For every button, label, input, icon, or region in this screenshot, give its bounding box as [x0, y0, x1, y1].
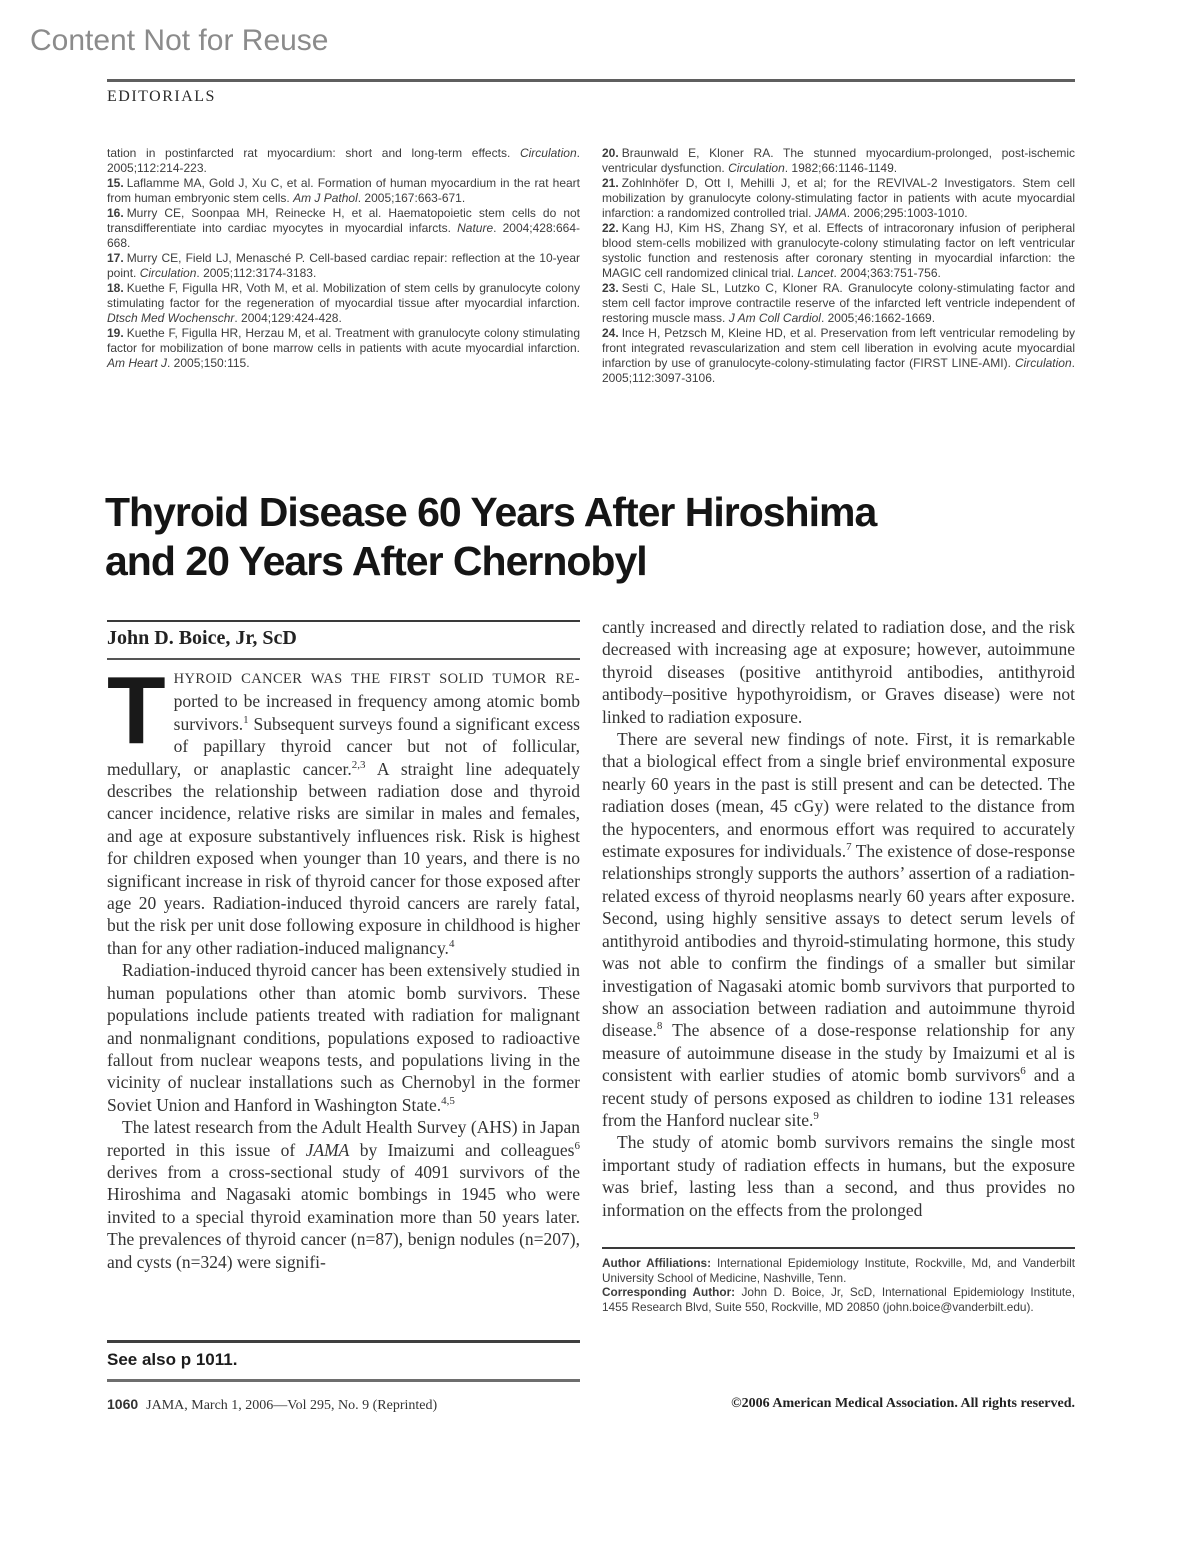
header-divider	[107, 79, 1075, 82]
author-affiliations	[602, 1247, 1075, 1314]
reference-item: 24. Ince H, Petzsch M, Kleine HD, et al. Preservation from left ventricular remodeling by front integrated revascularization and stem cell liberation in evolving acute myocardial infarction by use of granulocyte-colony-stimulating factor (FIRST LINE-AMI). Circulation. 2005;112:3097-3106.	[602, 326, 1075, 385]
paragraph: There are several new findings of note. First, it is remarkable that a biological effect from a single brief environmental exposure nearly 60 years in the past is still present and can be detected. The radiation doses (mean, 45 cGy) were related to the distance from the hypocenters, and enormous effort was required to accurately estimate exposures for individuals.$^7$ The existence of dose-response relationships strongly supports the authors’ assertion of a radiation-related excess of thyroid neoplasms nearly 60 years after exposure. Second, using highly sensitive assays to detect serum levels of antithyroid antibodies and thyroid-stimulating hormone, this study was not able to confirm the findings of a smaller but similar investigation of Nagasaki atomic bomb survivors that purported to show an association between radiation and autoimmune thyroid disease.$^8$ The absence of a dose-response relationship for any measure of autoimmune disease in the study by Imaizumi et al is consistent with earlier studies of atomic bomb survivors$^6$ and a recent study of persons exposed as children to iodine 131 releases from the Hanford nuclear site.$^9$	[602, 729, 1075, 1130]
article-title	[105, 488, 876, 586]
references-right	[602, 146, 1075, 386]
reference-item: 23. Sesti C, Hale SL, Lutzko C, Kloner RA. Granulocyte colony-stimulating factor and stem cell factor improve contractile reserve of the infarcted left ventricle independent of restoring muscle mass. J Am Coll Cardiol. 2005;46:1662-1669.	[602, 281, 1075, 325]
footer-journal-info: 1060 JAMA, March 1, 2006—Vol 295, No. 9 (Reprinted)	[107, 1396, 438, 1413]
references-left	[107, 146, 580, 386]
see-also-box: See also p 1011.	[107, 1340, 580, 1382]
article-column-left	[107, 657, 581, 1273]
reference-item: 20. Braunwald E, Kloner RA. The stunned myocardium-prolonged, post-ischemic ventricular dysfunction. Circulation. 1982;66:1146-1149.	[602, 146, 1075, 175]
reference-item: tation in postinfarcted rat myocardium: short and long-term effects. Circulation. 2005;112:214-223.	[107, 146, 580, 175]
watermark-text: Content Not for Reuse	[30, 24, 329, 57]
reference-section	[107, 146, 1075, 386]
article-title-line1: Thyroid Disease 60 Years After Hiroshima	[105, 489, 877, 535]
footer-copyright: ©2006 American Medical Association. All rights reserved.	[731, 1396, 1075, 1411]
reference-item: 15. Laflamme MA, Gold J, Xu C, et al. Formation of human myocardium in the rat heart from human embryonic stem cells. Am J Pathol. 2005;167:663-671.	[107, 176, 580, 205]
author-name: John D. Boice, Jr, ScD	[107, 627, 297, 649]
paragraph: The study of atomic bomb survivors remains the single most important study of radiation effects in humans, but the exposure was brief, lasting less than a second, and thus provides no information on the effects from the prolonged	[602, 1132, 1075, 1220]
reference-item: 21. Zohlnhöfer D, Ott I, Mehilli J, et al; for the REVIVAL-2 Investigators. Stem cell mobilization by granulocyte colony-stimulating factor in patients with acute myocardial infarction: a randomized controlled trial. JAMA. 2006;295:1003-1010.	[602, 176, 1075, 220]
corresponding-author-line: Corresponding Author: John D. Boice, Jr, ScD, International Epidemiology Institute, 1455 Research Blvd, Suite 550, Rockville, MD 20850 (john.boice@vanderbilt.edu).	[602, 1285, 1075, 1314]
section-label: EDITORIALS	[107, 88, 216, 105]
article-title-line2: and 20 Years After Chernobyl	[105, 538, 647, 584]
reference-item: 18. Kuethe F, Figulla HR, Voth M, et al. Mobilization of stem cells by granulocyte colony stimulating factor for the regeneration of myocardial tissue after myocardial infarction. Dtsch Med Wochenschr. 2004;129:424-428.	[107, 281, 580, 325]
paragraph: THYROID CANCER WAS THE FIRST SOLID TUMOR RE-ported to be increased in frequency among atomic bomb survivors.$^1$ Subsequent surveys found a significant excess of papillary thyroid cancer but not of follicular, medullary, or anaplastic cancer.$^{2,3}$ A straight line adequately describes the relationship between radiation dose and thyroid cancer incidence, relative risks are similar in males and females, and age at exposure substantively influences risk. Risk is highest for children exposed when younger than 10 years, and there is no significant increase in risk of thyroid cancer for those exposed after age 20 years. Radiation-induced thyroid cancers are rarely fatal, but the risk per unit dose following exposure in childhood is higher than for any other radiation-induced malignancy.$^4$	[107, 657, 581, 958]
affiliations-line: Author Affiliations: International Epidemiology Institute, Rockville, Md, and Vanderbilt University School of Medicine, Nashville, Tenn.	[602, 1255, 1075, 1285]
reference-item: 19. Kuethe F, Figulla HR, Herzau M, et al. Treatment with granulocyte colony stimulating factor for mobilization of bone marrow cells in patients with acute myocardial infarction. Am Heart J. 2005;150:115.	[107, 326, 580, 370]
reference-item: 16. Murry CE, Soonpaa MH, Reinecke H, et al. Haematopoietic stem cells do not transdifferentiate into cardiac myocytes in myocardial infarcts. Nature. 2004;428:664-668.	[107, 206, 580, 250]
paragraph: cantly increased and directly related to radiation dose, and the risk decreased with increasing age at exposure; however, autoimmune thyroid diseases (positive antithyroid antibodies, antithyroid antibody–positive hypothyroidism, or Graves disease) were not linked to radiation exposure.	[602, 617, 1075, 727]
paragraph: The latest research from the Adult Health Survey (AHS) in Japan reported in this issue of JAMA by Imaizumi and colleagues$^6$ derives from a cross-sectional study of 4091 survivors of the Hiroshima and Nagasaki atomic bombings in 1945 who were invited to a special thyroid examination more than 50 years later. The prevalences of thyroid cancer (n=87), benign nodules (n=207), and cysts (n=324) were signifi-	[107, 1117, 580, 1272]
paragraph: Radiation-induced thyroid cancer has been extensively studied in human populations other than atomic bomb survivors. These populations include patients treated with radiation for malignant and nonmalignant conditions, populations exposed to radioactive fallout from nuclear weapons tests, and populations living in the vicinity of nuclear installations such as Chernobyl in the former Soviet Union and Hanford in Washington State.$^{4,5}$	[107, 960, 580, 1115]
dropcap-letter: T	[107, 657, 166, 764]
page-footer	[107, 1396, 1075, 1414]
author-block	[107, 620, 580, 660]
reference-item: 17. Murry CE, Field LJ, Menasché P. Cell-based cardiac repair: reflection at the 10-year point. Circulation. 2005;112:3174-3183.	[107, 251, 580, 280]
reference-item: 22. Kang HJ, Kim HS, Zhang SY, et al. Effects of intracoronary infusion of peripheral blood stem-cells mobilized with granulocyte-colony stimulating factor on left ventricular systolic function and restenosis after coronary stenting in myocardial infarction: the MAGIC cell randomized clinical trial. Lancet. 2004;363:751-756.	[602, 221, 1075, 280]
article-column-right	[602, 616, 1075, 1314]
